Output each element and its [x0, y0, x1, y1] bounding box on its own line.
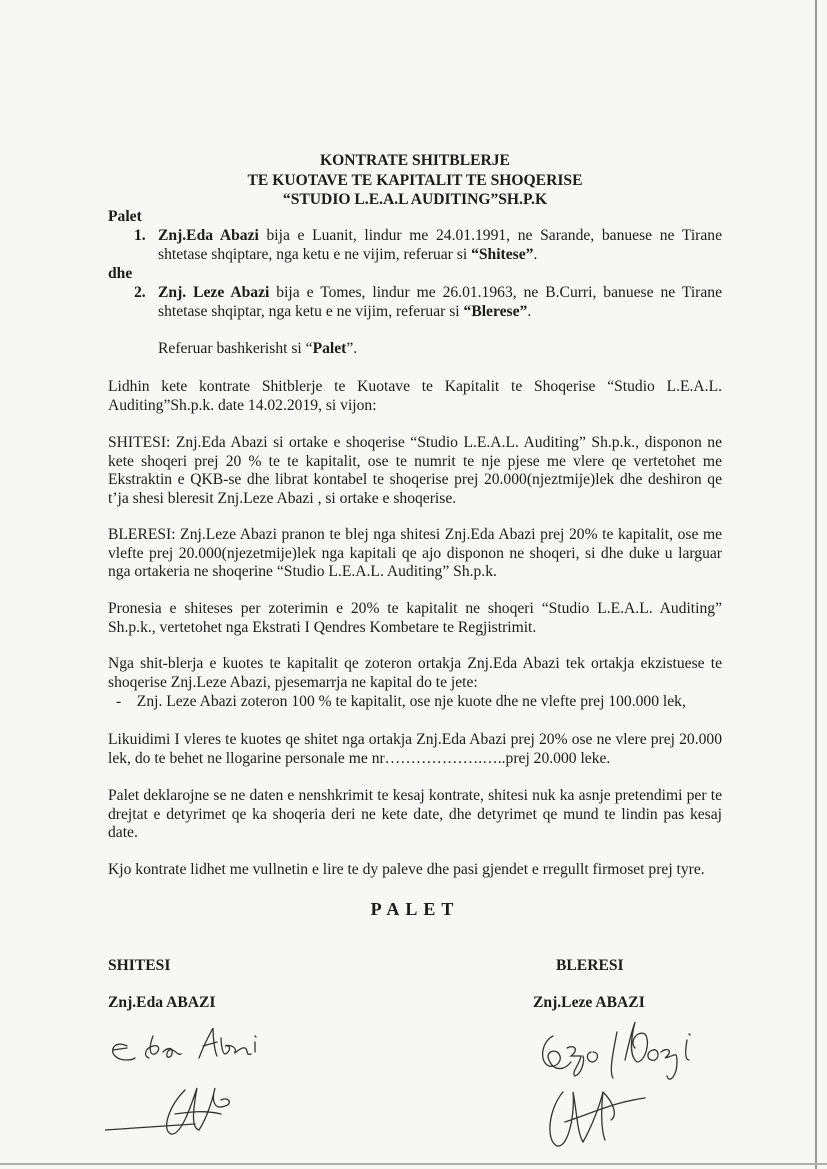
party-1-name: Znj.Eda Abazi [158, 227, 259, 244]
palet-heading: PALET [370, 899, 460, 919]
party-1-role: “Shitese” [471, 245, 534, 263]
dhe-label: dhe [108, 265, 133, 282]
title-line-1: KONTRATE SHITBLERJE [320, 152, 510, 169]
buyer-role: BLERESI [556, 957, 624, 974]
party-1-text: bija e Luanit, lindur me 24.01.1991, ne Sarande, banuese ne Tirane shtetase shqiptare, nga ketu e ne vijim, referuar si [158, 227, 722, 263]
party-1-number: 1. [134, 227, 146, 244]
party-2-number: 2. [134, 284, 146, 301]
paragraph-nga: Nga shit-blerja e kuotes te kapitalit qe zoteron ortakja Znj.Eda Abazi tek ortakja ekzistuese te shoqerise Znj.Leze Abazi, pjesemarrja ne kapital do te jete: [108, 655, 722, 691]
paragraph-lidhin: Lidhin kete kontrate Shitblerje te Kuotave te Kapitalit te Shoqerise “Studio L.E.A.L. Auditing”Sh.p.k. date 14.02.2019, si vijon: [108, 378, 722, 414]
paragraph-bleresi: BLERESI: Znj.Leze Abazi pranon te blej nga shitesi Znj.Eda Abazi prej 20% te kapitalit, ose me vlefte prej 20.000(njezetmije)lek nga kapitali qe ajo disponon ne shoqeri, si dhe duke u larguar nga ortakeria ne shoqerine “Studio L.E.A.L. Auditing” Sh.p.k. [108, 526, 722, 581]
seller-name: Znj.Eda ABAZI [108, 994, 216, 1011]
paragraph-likuidimi: Likuidimi I vleres te kuotes qe shitet nga ortakja Znj.Eda Abazi prej 20% ose ne vlere prej 20.000 lek, do te behet ne llogarine personale me nr……………….…..prej 20.000 leke. [108, 731, 722, 767]
referuar-line [158, 340, 722, 359]
party-1-end: . [533, 245, 538, 263]
document-title [108, 151, 722, 210]
paragraph-shitesi: SHITESI: Znj.Eda Abazi si ortake e shoqerise “Studio L.E.A.L. Auditing” Sh.p.k., disponon ne kete shoqeri prej 20 % te te kapitalit, ose te numrit te nje pjese me vlere qe vertetohet me Ekstraktin e QKB-se dhe librat kontabel te shoqerise prej 20.000(njeztmije)lek dhe deshiron qe t’ja shesi bleresit Znj.Leze Abazi , si ortake e shoqerise. [108, 434, 722, 507]
bullet-item [116, 693, 722, 712]
buyer-name: Znj.Leze ABAZI [533, 994, 645, 1011]
party-2-end: . [527, 302, 532, 320]
palet-label: Palet [108, 208, 142, 225]
scan-edge-right [815, 0, 817, 1169]
bullet-text: Znj. Leze Abazi zoteron 100 % te kapitalit, ose nje kuote dhe ne vlefte prej 100.000 lek, [136, 693, 686, 710]
party-2-name: Znj. Leze Abazi [158, 284, 270, 301]
seller-role: SHITESI [108, 957, 171, 974]
scan-edge-bottom [0, 1163, 827, 1165]
paragraph-deklarojne: Palet deklarojne se ne daten e nenshkrimit te kesaj kontrate, shitesi nuk ka asnje pretendimi per te drejtat e detyrimet qe ka shoqeria deri ne kete date, dhe detyrimet qe mund te lindin pas kesaj date. [108, 787, 722, 842]
paragraph-kjo: Kjo kontrate lidhet me vullnetin e lire te dy paleve dhe pasi gjendet e rregullt firmoset prej tyre. [108, 861, 705, 878]
buyer-signature [505, 1012, 725, 1162]
title-line-3: “STUDIO L.E.A.L AUDITING”SH.P.K [282, 191, 548, 208]
referuar-post: ”. [346, 340, 358, 357]
bullet-dash: - [116, 693, 137, 710]
party-1 [134, 227, 722, 264]
paragraph-pronesia: Pronesia e shiteses per zoterimin e 20% te kapitalit ne shoqeri “Studio L.E.A.L. Auditing” Sh.p.k., vertetohet nga Ekstrati I Qendres Kombetare te Regjistrimit. [108, 600, 722, 636]
party-2 [134, 284, 722, 321]
party-2-role: “Blerese” [463, 302, 528, 320]
party-2-text: bija e Tomes, lindur me 26.01.1963, ne B.Curri, banuese ne Tirane shtetase shqiptar, nga ketu e ne vijim, referuar si [158, 284, 722, 320]
referuar-bold: Palet [312, 340, 347, 357]
title-line-2: TE KUOTAVE TE KAPITALIT TE SHOQERISE [247, 171, 583, 189]
referuar-pre: Referuar bashkerisht si “ [158, 340, 313, 357]
seller-signature [105, 1018, 285, 1148]
